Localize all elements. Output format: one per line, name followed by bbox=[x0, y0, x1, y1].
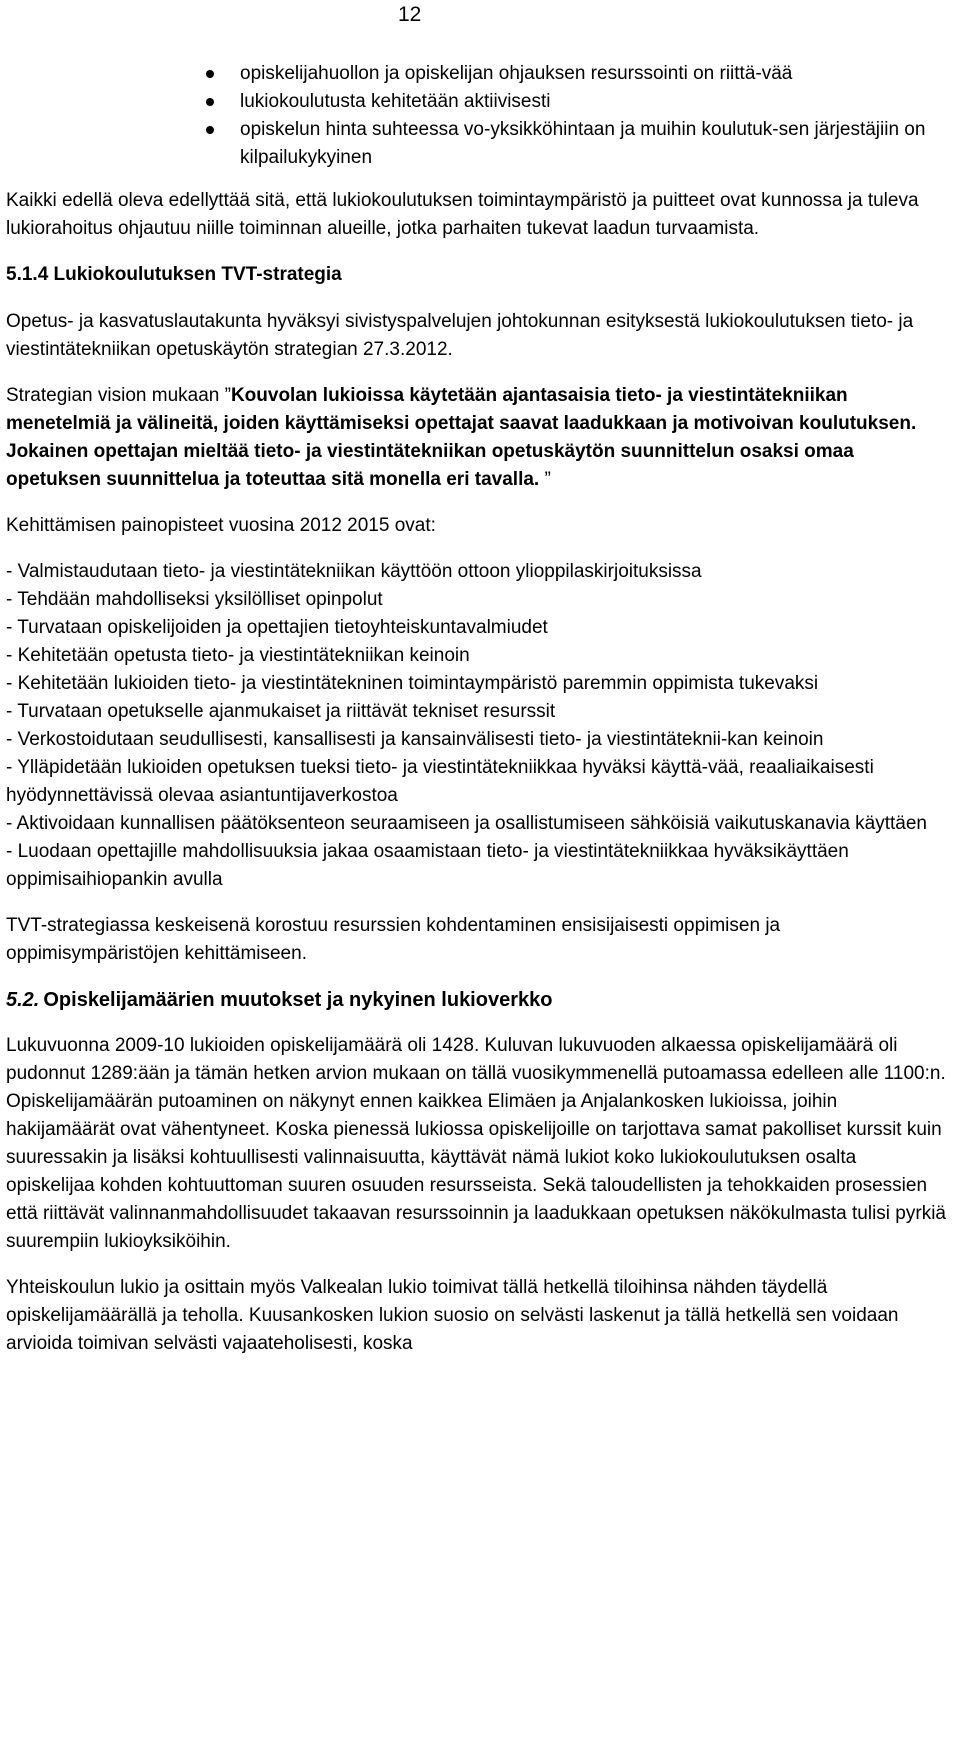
focus-item: - Turvataan opetukselle ajanmukaiset ja riittävät tekniset resurssit bbox=[6, 701, 556, 722]
vision-close: ” bbox=[539, 469, 551, 490]
section-title bbox=[6, 986, 950, 1014]
page-number: 12 bbox=[398, 3, 422, 26]
focus-item: - Kehitetään lukioiden tieto- ja viestintätekninen toimintaympäristö paremmin oppimista tukevaksi bbox=[6, 673, 819, 694]
paragraph: Lukuvuonna 2009-10 lukioiden opiskelijamäärä oli 1428. Kuluvan lukuvuoden alkaessa opiskelijamäärä oli pudonnut 1289:ään ja tämän hetken arvion mukaan on tällä vuosikymmenellä putoamassa edelleen alle 1100:n. Opiskelijamäärän putoaminen on näkynyt ennen kaikkea Elimäen ja Anjalankosken lukioissa, joihin hakijamäärät ovat vähentyneet. Koska pienessä lukiossa opiskelijoille on tarjottava samat pakolliset kurssit kuin suuressakin ja lisäksi kohtuullisesti valinnaisuutta, käyttävät nämä lukiot koko lukiokoulutuksen osalta opiskelijaa kohden kohtuuttoman suuren osuuden resursseista. Sekä taloudellisten ja tehokkaiden prosessien että riittävät valinnanmahdollisuudet takaavan resurssoinnin ja laadukkaan opetuksen näkökulmasta tulisi pyrkiä suurempiin lukioyksiköihin. bbox=[6, 1035, 946, 1252]
focus-item: - Aktivoidaan kunnallisen päätöksenteon seuraamiseen ja osallistumiseen sähköisiä vaikutuskanavia käyttäen bbox=[6, 813, 927, 834]
vision-paragraph bbox=[6, 382, 950, 494]
bullet-list bbox=[6, 60, 950, 172]
bullet-item: lukiokoulutusta kehitetään aktiivisesti bbox=[6, 88, 950, 116]
paragraph: Opetus- ja kasvatuslautakunta hyväksyi sivistyspalvelujen johtokunnan esityksestä lukiokoulutuksen tieto- ja viestintätekniikan opetuskäytön strategian 27.3.2012. bbox=[6, 311, 914, 360]
section-title-text: Opiskelijamäärien muutokset ja nykyinen lukioverkko bbox=[43, 989, 553, 1011]
section-heading: 5.1.4 Lukiokoulutuksen TVT-strategia bbox=[6, 264, 342, 285]
bullet-item: opiskelijahuollon ja opiskelijan ohjauksen resurssointi on riittä-vää bbox=[6, 60, 950, 88]
paragraph: Kaikki edellä oleva edellyttää sitä, että lukiokoulutuksen toimintaympäristö ja puitteet ovat kunnossa ja tuleva lukiorahoitus ohjautuu niille toiminnan alueille, jotka parhaiten tukevat laadun turvaamista. bbox=[6, 190, 919, 239]
vision-intro: Strategian vision mukaan ” bbox=[6, 385, 231, 406]
paragraph: TVT-strategiassa keskeisenä korostuu resurssien kohdentaminen ensisijaisesti oppimisen ja oppimisympäristöjen kehittämiseen. bbox=[6, 915, 781, 964]
focus-intro: Kehittämisen painopisteet vuosina 2012 2015 ovat: bbox=[6, 515, 436, 536]
vision-statement: Kouvolan lukioissa käytetään ajantasaisia tieto- ja viestintätekniikan menetelmiä ja välineitä, joiden käyttämiseksi opettajat saavat laadukkaan ja motivoivan koulutuksen. Jokainen opettajan mieltää tieto- ja viestintätekniikan opetuskäytön suunnittelun osaksi omaa opetuksen suunnittelua ja toteuttaa sitä monella eri tavalla. bbox=[6, 385, 917, 490]
focus-item: - Valmistaudutaan tieto- ja viestintätekniikan käyttöön ottoon ylioppilaskirjoituksissa bbox=[6, 561, 702, 582]
focus-item: - Verkostoidutaan seudullisesti, kansallisesti ja kansainvälisesti tieto- ja viestintäteknii-kan keinoin bbox=[6, 729, 824, 750]
focus-item: - Tehdään mahdolliseksi yksilölliset opinpolut bbox=[6, 589, 383, 610]
focus-list bbox=[6, 558, 950, 894]
section-number: 5.2. bbox=[6, 989, 40, 1011]
focus-item: - Turvataan opiskelijoiden ja opettajien tietoyhteiskuntavalmiudet bbox=[6, 617, 548, 638]
paragraph: Yhteiskoulun lukio ja osittain myös Valkealan lukio toimivat tällä hetkellä tiloihinsa nähden täydellä opiskelijamäärällä ja teholla. Kuusankosken lukion suosio on selvästi laskenut ja tällä hetkellä sen voidaan arvioida toimivan selvästi vajaateholisesti, koska bbox=[6, 1277, 899, 1354]
focus-item: - Kehitetään opetusta tieto- ja viestintätekniikan keinoin bbox=[6, 645, 470, 666]
focus-item: - Luodaan opettajille mahdollisuuksia jakaa osaamistaan tieto- ja viestintätekniikkaa hyväksikäyttäen oppimisaihiopankin avulla bbox=[6, 841, 849, 890]
page-content bbox=[6, 60, 950, 1358]
bullet-item: opiskelun hinta suhteessa vo-yksikköhintaan ja muihin koulutuk-sen järjestäjiin on kilpailukykyinen bbox=[6, 116, 950, 172]
focus-item: - Ylläpidetään lukioiden opetuksen tueksi tieto- ja viestintätekniikkaa hyväksi käyttä-vää, reaaliaikaisesti hyödynnettävissä olevaa asiantuntijaverkostoa bbox=[6, 757, 874, 806]
